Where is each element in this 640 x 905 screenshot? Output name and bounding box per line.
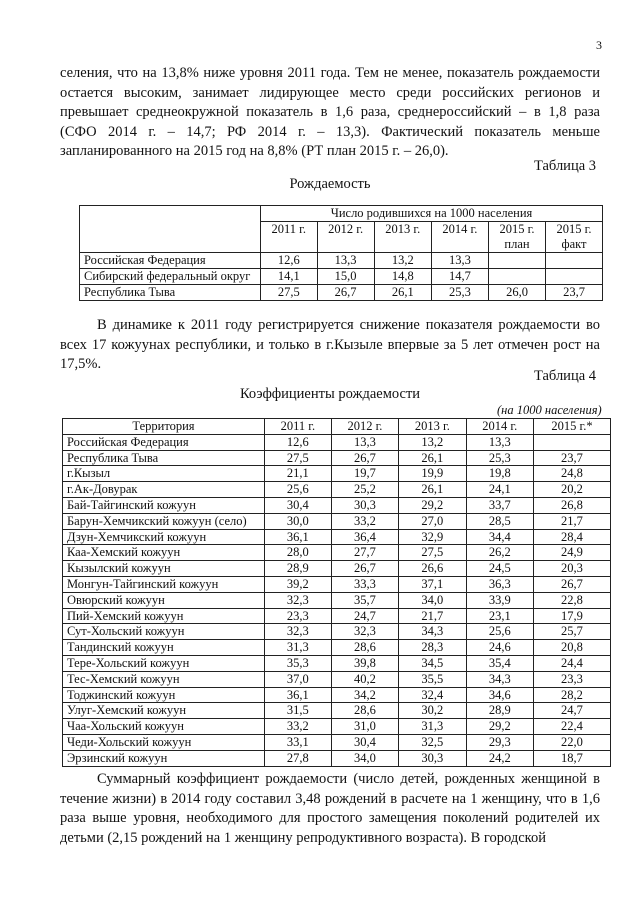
table-4-row [63, 687, 611, 703]
table-4-row-value: 28,6 [331, 703, 398, 719]
table-3-col-header: 2015 г. факт [546, 222, 603, 253]
table-4-row [63, 608, 611, 624]
table-3-row-value: 13,3 [317, 253, 374, 269]
table-4-row-value: 34,6 [466, 687, 533, 703]
table-4-row-value: 36,1 [265, 687, 332, 703]
table-3-col-header: 2014 г. [431, 222, 488, 253]
table-4-row-value: 28,4 [533, 529, 610, 545]
table-3-row-name: Республика Тыва [80, 285, 261, 301]
table-4-row-value: 23,1 [466, 608, 533, 624]
table-4-body [63, 434, 611, 766]
table-4-row-value: 40,2 [331, 671, 398, 687]
table-4-row-value: 36,1 [265, 529, 332, 545]
table-4-row-value: 32,3 [265, 592, 332, 608]
table-4-col-header: Территория [63, 419, 265, 435]
table-4-row-value: 28,6 [331, 640, 398, 656]
table-3-row-value [489, 269, 546, 285]
table-4-row [63, 734, 611, 750]
table-4-col-header: 2015 г.* [533, 419, 610, 435]
table-3-row-value [546, 269, 603, 285]
table-4-row-value: 33,9 [466, 592, 533, 608]
table-4-row-value: 21,1 [265, 466, 332, 482]
table-4-row-value: 32,4 [399, 687, 466, 703]
table-4-row-name: Тоджинский кожуун [63, 687, 265, 703]
table-4-row-value: 30,2 [399, 703, 466, 719]
table-3-row-value [489, 253, 546, 269]
table-3-row [80, 253, 603, 269]
table-3-row-value [546, 253, 603, 269]
table-4-row-value: 12,6 [265, 434, 332, 450]
table-3-row-value: 14,1 [261, 269, 318, 285]
table-3-group-header-row [80, 206, 603, 222]
table-4-row-name: Бай-Тайгинский кожуун [63, 497, 265, 513]
table-4-row-value: 24,7 [331, 608, 398, 624]
table-4-row-value: 24,4 [533, 655, 610, 671]
table-4-row-value: 31,3 [399, 719, 466, 735]
table-3-title: Рождаемость [289, 176, 371, 192]
table-4-row-value: 30,4 [331, 734, 398, 750]
table-4-row [63, 624, 611, 640]
table-4-row-value: 32,9 [399, 529, 466, 545]
table-4-row-value: 32,3 [331, 624, 398, 640]
table-3-body [80, 253, 603, 301]
table-4-row-name: Барун-Хемчикский кожуун (село) [63, 513, 265, 529]
table-4-row-value: 24,9 [533, 545, 610, 561]
table-4-row-value: 27,0 [399, 513, 466, 529]
table-4-row-name: Тес-Хемский кожуун [63, 671, 265, 687]
table-4-row-value: 20,8 [533, 640, 610, 656]
table-3-row-value: 12,6 [261, 253, 318, 269]
table-4-row-value: 35,3 [265, 655, 332, 671]
table-4-col-header: 2014 г. [466, 419, 533, 435]
table-4-row-value: 35,4 [466, 655, 533, 671]
table-4-row-value: 34,0 [331, 750, 398, 766]
table-4-row-value: 13,2 [399, 434, 466, 450]
table-4-row-value: 22,4 [533, 719, 610, 735]
table-3-col-header: 2013 г. [374, 222, 431, 253]
table-4-row-value: 30,0 [265, 513, 332, 529]
table-3-col-header: 2011 г. [261, 222, 318, 253]
table-3-row-value: 14,8 [374, 269, 431, 285]
table-4-row [63, 671, 611, 687]
table-4-row-value: 28,3 [399, 640, 466, 656]
table-4-row [63, 561, 611, 577]
table-4-row-name: г.Ак-Довурак [63, 482, 265, 498]
table-4-row-name: Дзун-Хемчикский кожуун [63, 529, 265, 545]
table-4-row-name: Улуг-Хемский кожуун [63, 703, 265, 719]
table-4-row-value: 29,2 [466, 719, 533, 735]
table-4-row-value: 21,7 [533, 513, 610, 529]
table-3-row-value: 26,7 [317, 285, 374, 301]
table-4-row-value: 29,2 [399, 497, 466, 513]
table-4-row [63, 482, 611, 498]
table-4-row-value: 25,6 [265, 482, 332, 498]
table-4-row-value: 28,2 [533, 687, 610, 703]
table-3-row-value: 25,3 [431, 285, 488, 301]
table-4-row-value: 37,0 [265, 671, 332, 687]
table-4-row-value: 37,1 [399, 576, 466, 592]
table-4-row-name: г.Кызыл [63, 466, 265, 482]
table-4-row-value: 17,9 [533, 608, 610, 624]
table-4-units: (на 1000 населения) [497, 403, 602, 417]
table-4-row [63, 450, 611, 466]
table-4-title: Коэффициенты рождаемости [239, 386, 421, 402]
table-4-row [63, 655, 611, 671]
table-4-row [63, 466, 611, 482]
table-4-row-value: 25,3 [466, 450, 533, 466]
table-3-col-header: 2015 г. план [489, 222, 546, 253]
table-4-row [63, 545, 611, 561]
table-4-row-value: 27,5 [265, 450, 332, 466]
table-4-row-value: 26,2 [466, 545, 533, 561]
table-4-row-name: Тере-Хольский кожуун [63, 655, 265, 671]
table-4-row-value: 30,4 [265, 497, 332, 513]
table-4-row-value: 31,0 [331, 719, 398, 735]
table-4-row [63, 529, 611, 545]
table-4-row-value: 22,8 [533, 592, 610, 608]
table-4-row-name: Пий-Хемский кожуун [63, 608, 265, 624]
table-3 [79, 205, 603, 301]
table-4-row-value: 22,0 [533, 734, 610, 750]
table-4-row-value: 36,3 [466, 576, 533, 592]
table-3-row-value: 26,0 [489, 285, 546, 301]
table-4-row-value: 33,2 [265, 719, 332, 735]
paragraph-1: селения, что на 13,8% ниже уровня 2011 года. Тем не менее, показатель рождаемости остается высоким, занимает лидирующее место среди российских регионов и превышает среднеокружной показатель в 1,6 раза, среднероссийский – в 1,8 раза (СФО 2014 г. – 14,7; РФ 2014 г. – 13,3). Фактический показатель меньше запланированного на 2015 год на 8,8% (РТ план 2015 г. – 26,0). [60, 65, 600, 159]
table-4-row-name: Чеди-Хольский кожуун [63, 734, 265, 750]
table-4-row-value: 35,5 [399, 671, 466, 687]
table-4-header-row [63, 419, 611, 435]
table-4-row [63, 513, 611, 529]
table-4-row-value: 20,2 [533, 482, 610, 498]
paragraph-2: В динамике к 2011 году регистрируется снижение показателя рождаемости во всех 17 кожуунах республики, и только в г.Кызыле впервые за 5 лет отмечен рост на 17,5%. [60, 317, 600, 372]
table-4-row-value: 26,7 [533, 576, 610, 592]
table-3-label: Таблица 3 [534, 158, 597, 174]
table-4-row-value: 29,3 [466, 734, 533, 750]
table-4-row-value: 19,9 [399, 466, 466, 482]
table-3-col-header: 2012 г. [317, 222, 374, 253]
table-4-row-value: 23,3 [533, 671, 610, 687]
table-4-row-value: 33,2 [331, 513, 398, 529]
table-4 [62, 418, 611, 767]
table-4-row-value: 35,7 [331, 592, 398, 608]
table-4-col-header: 2012 г. [331, 419, 398, 435]
table-4-row-value: 39,8 [331, 655, 398, 671]
table-4-row-value: 33,3 [331, 576, 398, 592]
table-4-row-value: 34,0 [399, 592, 466, 608]
table-4-row-value: 25,6 [466, 624, 533, 640]
table-4-row-value: 39,2 [265, 576, 332, 592]
table-4-row-name: Сут-Хольский кожуун [63, 624, 265, 640]
table-4-row-value: 28,5 [466, 513, 533, 529]
table-4-row [63, 719, 611, 735]
table-4-row-value: 34,2 [331, 687, 398, 703]
table-3-corner-cell [80, 206, 261, 253]
table-4-row-value: 30,3 [399, 750, 466, 766]
table-4-row-name: Чаа-Хольский кожуун [63, 719, 265, 735]
table-4-row-value: 28,0 [265, 545, 332, 561]
table-4-row-value: 24,8 [533, 466, 610, 482]
table-4-row-value: 34,4 [466, 529, 533, 545]
table-4-row-name: Каа-Хемский кожуун [63, 545, 265, 561]
table-4-row-value: 26,6 [399, 561, 466, 577]
table-4-row [63, 640, 611, 656]
table-4-row-name: Кызылский кожуун [63, 561, 265, 577]
table-4-row-value: 28,9 [265, 561, 332, 577]
table-4-row-value: 33,1 [265, 734, 332, 750]
table-3-row-value: 13,3 [431, 253, 488, 269]
table-3-row [80, 285, 603, 301]
table-4-row-value: 27,5 [399, 545, 466, 561]
table-4-row-value: 32,5 [399, 734, 466, 750]
table-4-row-name: Тандинский кожуун [63, 640, 265, 656]
table-4-row [63, 703, 611, 719]
table-4-row-value: 28,9 [466, 703, 533, 719]
table-4-row-value: 25,2 [331, 482, 398, 498]
table-4-row-value: 31,3 [265, 640, 332, 656]
table-4-row-value: 18,7 [533, 750, 610, 766]
table-3-row-value: 27,5 [261, 285, 318, 301]
table-4-row-value: 24,2 [466, 750, 533, 766]
table-4-row-value: 23,3 [265, 608, 332, 624]
table-4-row-value: 34,3 [466, 671, 533, 687]
table-3-row [80, 269, 603, 285]
table-3-row-value: 26,1 [374, 285, 431, 301]
table-4-row-value: 19,7 [331, 466, 398, 482]
table-4-row [63, 576, 611, 592]
table-4-row-value: 24,1 [466, 482, 533, 498]
table-4-row-value: 36,4 [331, 529, 398, 545]
table-4-row-value: 30,3 [331, 497, 398, 513]
table-4-row-value: 13,3 [466, 434, 533, 450]
table-4-label: Таблица 4 [534, 368, 597, 384]
table-4-row-value: 26,8 [533, 497, 610, 513]
table-3-row-value: 23,7 [546, 285, 603, 301]
table-3-group-header: Число родившихся на 1000 населения [261, 206, 603, 222]
table-4-col-header: 2013 г. [399, 419, 466, 435]
table-4-row [63, 592, 611, 608]
table-4-row-value: 26,7 [331, 561, 398, 577]
table-4-row [63, 497, 611, 513]
table-4-row-value: 27,7 [331, 545, 398, 561]
table-4-row-value: 34,3 [399, 624, 466, 640]
table-4-row-value: 26,1 [399, 482, 466, 498]
table-4-row [63, 750, 611, 766]
table-4-row-value: 25,7 [533, 624, 610, 640]
table-4-row-value: 24,7 [533, 703, 610, 719]
table-4-col-header: 2011 г. [265, 419, 332, 435]
table-4-row-value: 26,1 [399, 450, 466, 466]
table-4-row-value: 31,5 [265, 703, 332, 719]
table-4-row-value: 32,3 [265, 624, 332, 640]
table-4-row-name: Республика Тыва [63, 450, 265, 466]
table-4-row-name: Эрзинский кожуун [63, 750, 265, 766]
paragraph-3: Суммарный коэффициент рождаемости (число детей, рожденных женщиной в течение жизни) в 2014 году составил 3,48 рождений в расчете на 1 женщину, что в 1,6 раза выше уровня, необходимого для простого замещения поколений родителей их детьми (2,15 рождений на 1 женщину репродуктивного возраста). В городской [60, 771, 600, 846]
table-4-row-value: 27,8 [265, 750, 332, 766]
table-4-row-value: 19,8 [466, 466, 533, 482]
table-3-row-name: Сибирский федеральный округ [80, 269, 261, 285]
table-4-row-value: 21,7 [399, 608, 466, 624]
table-4-row-value: 33,7 [466, 497, 533, 513]
table-4-row-value: 20,3 [533, 561, 610, 577]
table-4-row [63, 434, 611, 450]
table-4-row-value: 26,7 [331, 450, 398, 466]
table-3-row-value: 14,7 [431, 269, 488, 285]
table-4-row-value: 34,5 [399, 655, 466, 671]
table-4-row-name: Монгун-Тайгинский кожуун [63, 576, 265, 592]
table-3-row-value: 13,2 [374, 253, 431, 269]
table-4-row-name: Российская Федерация [63, 434, 265, 450]
page-number: 3 [596, 38, 602, 52]
table-4-row-value: 13,3 [331, 434, 398, 450]
table-4-row-value [533, 434, 610, 450]
table-4-row-value: 24,5 [466, 561, 533, 577]
table-3-row-value: 15,0 [317, 269, 374, 285]
table-3-row-name: Российская Федерация [80, 253, 261, 269]
table-4-row-value: 23,7 [533, 450, 610, 466]
table-4-row-name: Овюрский кожуун [63, 592, 265, 608]
table-4-row-value: 24,6 [466, 640, 533, 656]
